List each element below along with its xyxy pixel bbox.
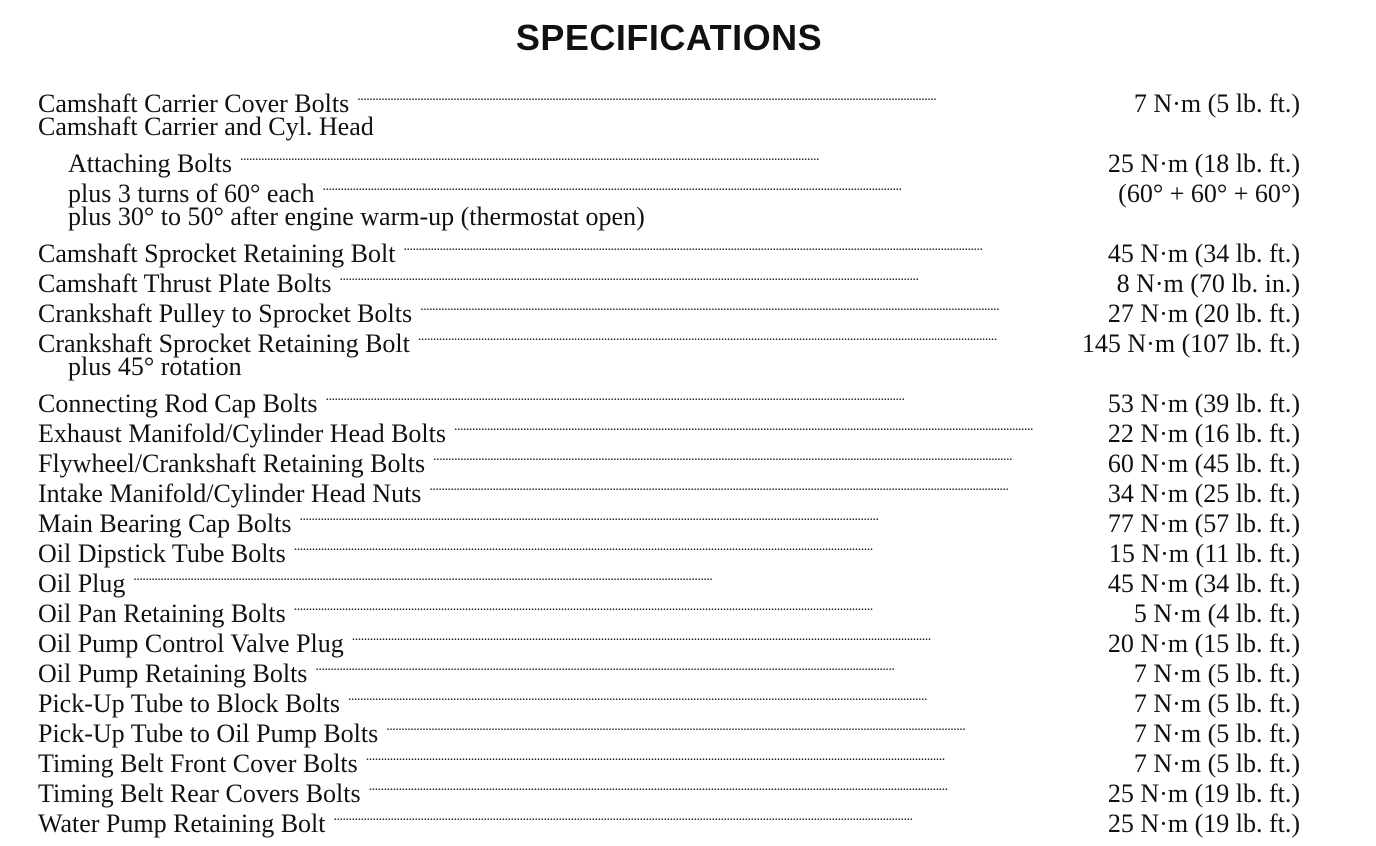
dot-leader [352, 622, 1100, 652]
spec-label: Oil Plug [38, 569, 126, 598]
spec-value: 20 N·m (15 lb. ft.) [1107, 629, 1300, 658]
dot-leader [403, 232, 1099, 262]
spec-label: Oil Pump Retaining Bolts [38, 659, 308, 688]
dot-leader [294, 592, 1126, 622]
spec-label: Attaching Bolts [68, 149, 232, 178]
dot-leader [366, 742, 1126, 772]
spec-value: 7 N·m (5 lb. ft.) [1133, 659, 1300, 688]
spec-row [38, 82, 1300, 118]
spec-row [38, 142, 1300, 178]
dot-leader [348, 682, 1126, 712]
spec-label: Exhaust Manifold/Cylinder Head Bolts [38, 419, 447, 448]
spec-label: Oil Pump Control Valve Plug [38, 629, 344, 658]
spec-value: 7 N·m (5 lb. ft.) [1133, 719, 1300, 748]
dot-leader [369, 772, 1100, 802]
spec-value: 15 N·m (11 lb. ft.) [1108, 539, 1300, 568]
spec-label: Pick-Up Tube to Oil Pump Bolts [38, 719, 379, 748]
spec-label: Intake Manifold/Cylinder Head Nuts [38, 479, 422, 508]
spec-label: Water Pump Retaining Bolt [38, 809, 326, 838]
spec-value: 25 N·m (18 lb. ft.) [1107, 149, 1300, 178]
dot-leader [454, 412, 1100, 442]
spec-label: Camshaft Carrier and Cyl. Head [38, 112, 374, 141]
spec-label: Flywheel/Crankshaft Retaining Bolts [38, 449, 426, 478]
spec-label: plus 30° to 50° after engine warm-up (thermostat open) [68, 202, 645, 231]
spec-value: 45 N·m (34 lb. ft.) [1107, 239, 1300, 268]
dot-leader [420, 292, 1100, 322]
spec-list [38, 82, 1300, 838]
page-title: SPECIFICATIONS [515, 17, 823, 58]
spec-value: 7 N·m (5 lb. ft.) [1133, 689, 1300, 718]
spec-value: 25 N·m (19 lb. ft.) [1107, 779, 1300, 808]
dot-leader [357, 82, 1126, 112]
dot-leader [299, 502, 1099, 532]
spec-row [38, 112, 1300, 142]
spec-label: Camshaft Thrust Plate Bolts [38, 269, 332, 298]
spec-value: 77 N·m (57 lb. ft.) [1107, 509, 1300, 538]
spec-label: Oil Dipstick Tube Bolts [38, 539, 286, 568]
dot-leader [326, 382, 1100, 412]
spec-label: Camshaft Carrier Cover Bolts [38, 89, 350, 118]
dot-leader [334, 802, 1100, 832]
spec-value: 22 N·m (16 lb. ft.) [1107, 419, 1300, 448]
spec-label: Pick-Up Tube to Block Bolts [38, 689, 340, 718]
dot-leader [386, 712, 1126, 742]
spec-row [38, 382, 1300, 418]
spec-row [38, 232, 1300, 268]
spec-value: 45 N·m (34 lb. ft.) [1107, 569, 1300, 598]
spec-row [38, 592, 1300, 628]
spec-label: Main Bearing Cap Bolts [38, 509, 292, 538]
spec-value: 7 N·m (5 lb. ft.) [1133, 89, 1300, 118]
dot-leader [339, 262, 1108, 292]
spec-label: Oil Pan Retaining Bolts [38, 599, 286, 628]
spec-value: 53 N·m (39 lb. ft.) [1107, 389, 1300, 418]
spec-value: 27 N·m (20 lb. ft.) [1107, 299, 1300, 328]
spec-value: 60 N·m (45 lb. ft.) [1107, 449, 1300, 478]
dot-leader [315, 652, 1125, 682]
spec-value: (60° + 60° + 60°) [1118, 179, 1300, 208]
dot-leader [240, 142, 1100, 172]
dot-leader [323, 172, 1111, 202]
spec-value: 34 N·m (25 lb. ft.) [1107, 479, 1300, 508]
spec-value: 25 N·m (19 lb. ft.) [1107, 809, 1300, 838]
spec-label: Crankshaft Pulley to Sprocket Bolts [38, 299, 413, 328]
dot-leader [294, 532, 1101, 562]
dot-leader [418, 322, 1074, 352]
dot-leader [429, 472, 1099, 502]
spec-row [38, 202, 1300, 232]
spec-label: Connecting Rod Cap Bolts [38, 389, 318, 418]
dot-leader [133, 562, 1099, 592]
spec-label: plus 3 turns of 60° each [68, 179, 315, 208]
spec-value: 7 N·m (5 lb. ft.) [1133, 749, 1300, 778]
spec-label: Timing Belt Front Cover Bolts [38, 749, 358, 778]
dot-leader [433, 442, 1100, 472]
spec-value: 8 N·m (70 lb. in.) [1116, 269, 1300, 298]
spec-label: Camshaft Sprocket Retaining Bolt [38, 239, 396, 268]
spec-value: 145 N·m (107 lb. ft.) [1081, 329, 1300, 358]
spec-value: 5 N·m (4 lb. ft.) [1133, 599, 1300, 628]
spec-label: plus 45° rotation [68, 352, 242, 381]
spec-label: Crankshaft Sprocket Retaining Bolt [38, 329, 410, 358]
spec-label: Timing Belt Rear Covers Bolts [38, 779, 361, 808]
